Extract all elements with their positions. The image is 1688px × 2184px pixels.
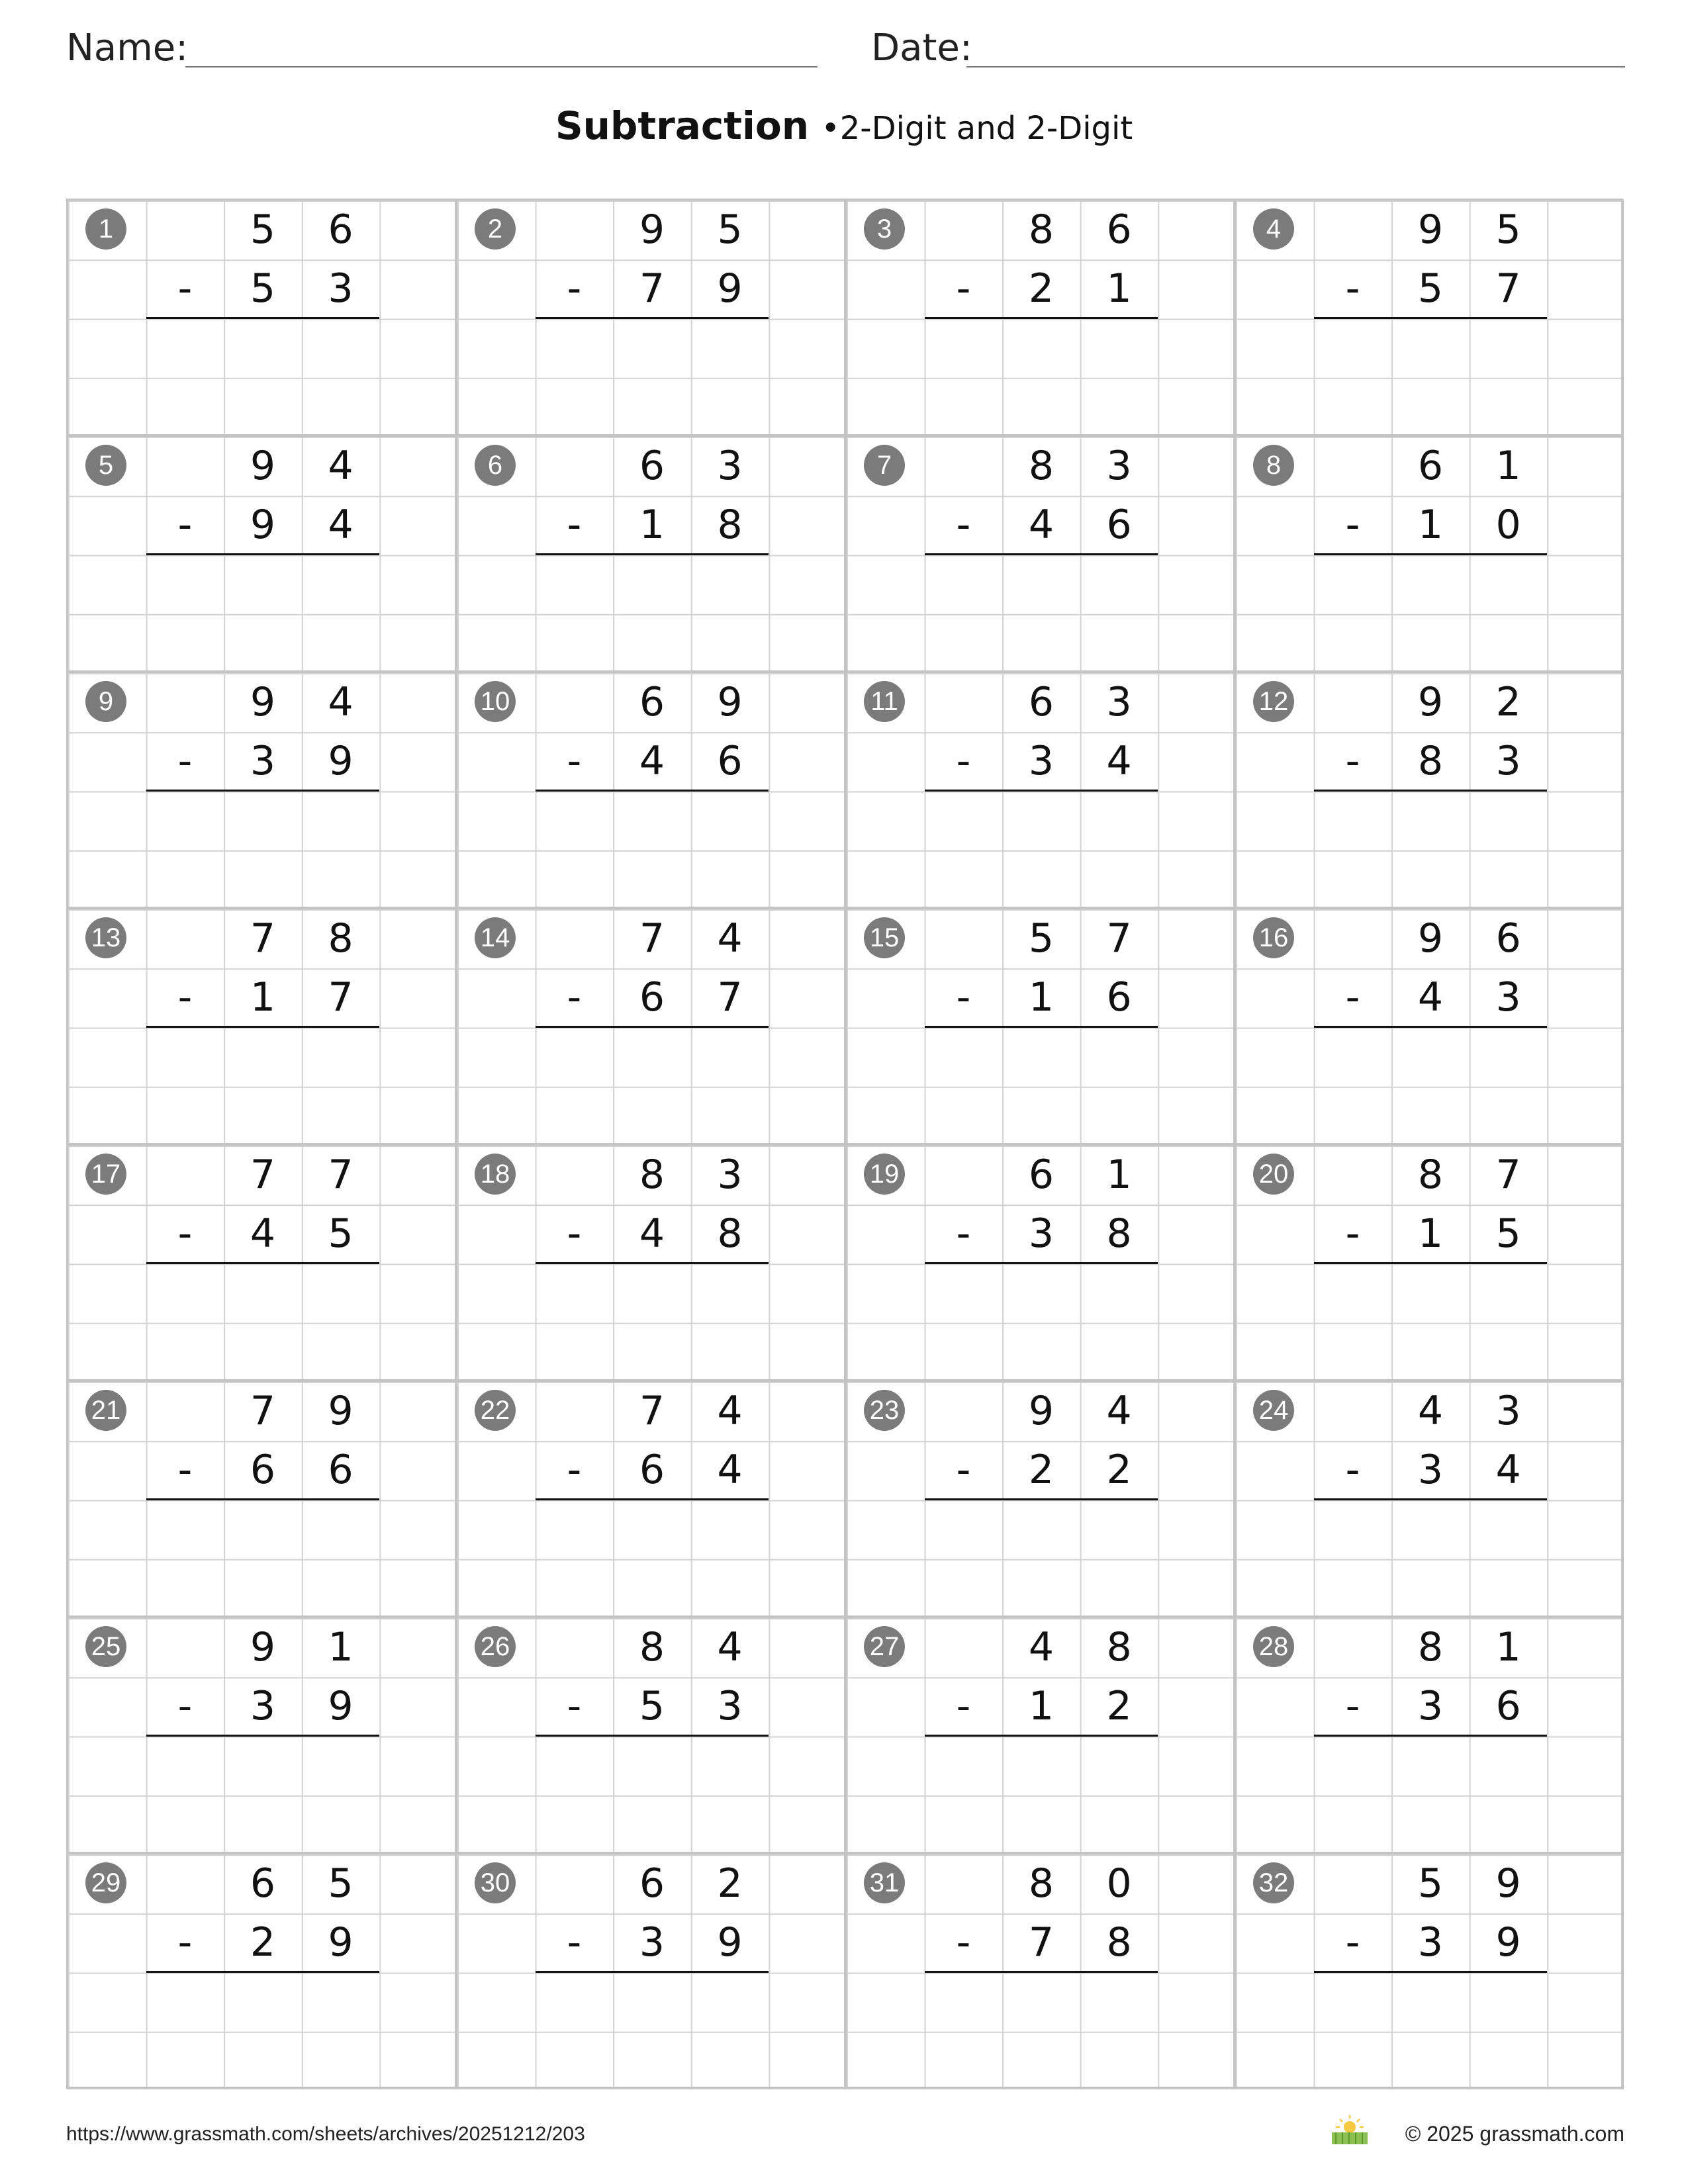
problem-number-badge: 30 xyxy=(475,1862,516,1903)
minus-sign: - xyxy=(567,1210,582,1257)
minus-sign: - xyxy=(1345,502,1360,548)
subtrahend-tens-digit: 9 xyxy=(250,502,276,548)
problem-number-badge: 20 xyxy=(1253,1154,1294,1195)
minuend-tens-digit: 9 xyxy=(1417,206,1444,253)
subtrahend-tens-digit: 5 xyxy=(1417,265,1444,312)
subtrahend-tens-digit: 3 xyxy=(1417,1683,1444,1729)
minus-sign: - xyxy=(177,1210,193,1257)
problem-cell xyxy=(845,1144,1235,1381)
minus-sign: - xyxy=(177,1919,193,1966)
minuend-tens-digit: 5 xyxy=(1417,1860,1444,1907)
minuend-tens-digit: 6 xyxy=(639,1860,665,1907)
answer-area[interactable] xyxy=(925,1737,1158,1850)
subtrahend-ones-digit: 9 xyxy=(1495,1919,1521,1966)
answer-line xyxy=(536,1498,769,1500)
problem-cell xyxy=(1235,435,1624,672)
problem-number-badge: 27 xyxy=(864,1626,905,1667)
minus-sign: - xyxy=(956,1447,971,1493)
minuend-ones-digit: 4 xyxy=(717,915,743,962)
minuend-tens-digit: 6 xyxy=(1417,443,1444,489)
minus-sign: - xyxy=(1345,1683,1360,1729)
problem-number-badge: 18 xyxy=(475,1154,516,1195)
problem-number-badge: 10 xyxy=(475,681,516,722)
footer-url: https://www.grassmath.com/sheets/archives/20251212/203 xyxy=(66,2123,585,2145)
minuend-ones-digit: 8 xyxy=(328,915,353,962)
answer-area[interactable] xyxy=(146,320,380,432)
minus-sign: - xyxy=(177,1447,193,1493)
answer-area[interactable] xyxy=(146,1974,380,2086)
footer-copyright: © 2025 grassmath.com xyxy=(1405,2122,1624,2146)
problem-number-badge: 23 xyxy=(864,1390,905,1431)
answer-area[interactable] xyxy=(1314,556,1548,668)
problem-cell xyxy=(1235,1617,1624,1853)
problem-cell xyxy=(845,672,1235,908)
problem-number-badge: 4 xyxy=(1253,208,1294,250)
subtrahend-tens-digit: 3 xyxy=(250,738,276,784)
answer-area[interactable] xyxy=(925,556,1158,668)
problem-number-badge: 5 xyxy=(85,445,126,486)
answer-line xyxy=(146,553,380,555)
answer-line xyxy=(925,1262,1158,1264)
minus-sign: - xyxy=(567,974,582,1021)
problem-number-badge: 21 xyxy=(85,1390,126,1431)
minus-sign: - xyxy=(567,1683,582,1729)
minuend-ones-digit: 3 xyxy=(717,443,743,489)
subtrahend-ones-digit: 4 xyxy=(1106,738,1132,784)
problem-number-badge: 8 xyxy=(1253,445,1294,486)
minuend-tens-digit: 7 xyxy=(639,915,665,962)
minuend-ones-digit: 6 xyxy=(328,206,353,253)
minuend-tens-digit: 8 xyxy=(1028,1860,1055,1907)
subtrahend-tens-digit: 3 xyxy=(1417,1919,1444,1966)
answer-area[interactable] xyxy=(536,1501,769,1614)
problem-cell xyxy=(67,672,456,908)
subtrahend-ones-digit: 2 xyxy=(1106,1683,1132,1729)
minuend-ones-digit: 4 xyxy=(328,443,353,489)
minuend-ones-digit: 3 xyxy=(1495,1388,1521,1434)
problem-cell xyxy=(67,435,456,672)
problem-cell xyxy=(456,908,845,1144)
answer-line xyxy=(146,1735,380,1737)
problem-cell xyxy=(1235,908,1624,1144)
minuend-tens-digit: 6 xyxy=(639,679,665,725)
subtrahend-tens-digit: 4 xyxy=(1028,502,1055,548)
minus-sign: - xyxy=(1345,1210,1360,1257)
answer-line xyxy=(925,1971,1158,1973)
subtrahend-ones-digit: 9 xyxy=(328,738,353,784)
subtrahend-tens-digit: 3 xyxy=(639,1919,665,1966)
minuend-tens-digit: 4 xyxy=(1417,1388,1444,1434)
minuend-tens-digit: 9 xyxy=(250,679,276,725)
problem-number-badge: 29 xyxy=(85,1862,126,1903)
answer-area[interactable] xyxy=(1314,1028,1548,1141)
answer-area[interactable] xyxy=(146,1028,380,1141)
subtrahend-ones-digit: 2 xyxy=(1106,1447,1132,1493)
answer-line xyxy=(146,1262,380,1264)
problem-cell xyxy=(845,1617,1235,1853)
subtrahend-tens-digit: 6 xyxy=(639,1447,665,1493)
subtrahend-tens-digit: 3 xyxy=(1028,1210,1055,1257)
subtrahend-tens-digit: 1 xyxy=(639,502,665,548)
answer-area[interactable] xyxy=(1314,1737,1548,1850)
minuend-ones-digit: 1 xyxy=(1495,1624,1521,1670)
minuend-ones-digit: 5 xyxy=(328,1860,353,1907)
problem-cell xyxy=(1235,1381,1624,1617)
answer-area[interactable] xyxy=(925,1265,1158,1377)
subtrahend-ones-digit: 4 xyxy=(717,1447,743,1493)
answer-line xyxy=(536,1971,769,1973)
answer-area[interactable] xyxy=(925,792,1158,905)
problem-cell xyxy=(1235,672,1624,908)
subtrahend-tens-digit: 7 xyxy=(1028,1919,1055,1966)
subtrahend-ones-digit: 4 xyxy=(1495,1447,1521,1493)
problem-cell xyxy=(67,1853,456,2089)
subtrahend-ones-digit: 6 xyxy=(1106,502,1132,548)
title-main: Subtraction xyxy=(555,103,810,148)
answer-line xyxy=(146,1971,380,1973)
subtrahend-ones-digit: 6 xyxy=(328,1447,353,1493)
minus-sign: - xyxy=(177,265,193,312)
minuend-tens-digit: 5 xyxy=(250,206,276,253)
minuend-ones-digit: 4 xyxy=(717,1624,743,1670)
subtrahend-ones-digit: 9 xyxy=(717,1919,743,1966)
minuend-tens-digit: 7 xyxy=(250,1152,276,1198)
minuend-ones-digit: 7 xyxy=(1495,1152,1521,1198)
problem-cell xyxy=(456,1381,845,1617)
problem-number-badge: 6 xyxy=(475,445,516,486)
problem-number-badge: 7 xyxy=(864,445,905,486)
subtrahend-ones-digit: 8 xyxy=(1106,1919,1132,1966)
subtrahend-ones-digit: 1 xyxy=(1106,265,1132,312)
subtrahend-tens-digit: 2 xyxy=(1028,265,1055,312)
answer-line xyxy=(536,1735,769,1737)
minus-sign: - xyxy=(1345,738,1360,784)
minus-sign: - xyxy=(177,1683,193,1729)
subtrahend-ones-digit: 5 xyxy=(328,1210,353,1257)
answer-line xyxy=(1314,1026,1548,1028)
minuend-tens-digit: 6 xyxy=(639,443,665,489)
minuend-tens-digit: 6 xyxy=(250,1860,276,1907)
minuend-tens-digit: 6 xyxy=(1028,1152,1055,1198)
answer-area[interactable] xyxy=(925,1501,1158,1614)
subtrahend-tens-digit: 7 xyxy=(639,265,665,312)
problem-number-badge: 11 xyxy=(864,681,905,722)
subtrahend-tens-digit: 5 xyxy=(250,265,276,312)
problem-cell xyxy=(456,435,845,672)
minus-sign: - xyxy=(177,738,193,784)
problem-number-badge: 22 xyxy=(475,1390,516,1431)
problem-number-badge: 16 xyxy=(1253,917,1294,958)
problem-cell xyxy=(67,1144,456,1381)
minus-sign: - xyxy=(567,1447,582,1493)
minuend-tens-digit: 8 xyxy=(1028,206,1055,253)
minuend-ones-digit: 3 xyxy=(717,1152,743,1198)
minuend-tens-digit: 4 xyxy=(1028,1624,1055,1670)
answer-area[interactable] xyxy=(1314,1265,1548,1377)
minus-sign: - xyxy=(1345,974,1360,1021)
answer-line xyxy=(536,553,769,555)
problem-cell xyxy=(1235,199,1624,435)
minuend-ones-digit: 0 xyxy=(1106,1860,1132,1907)
subtrahend-tens-digit: 1 xyxy=(250,974,276,1021)
minuend-tens-digit: 7 xyxy=(250,1388,276,1434)
title-subtitle: •2-Digit and 2-Digit xyxy=(821,110,1133,147)
answer-line xyxy=(925,553,1158,555)
subtrahend-tens-digit: 1 xyxy=(1028,1683,1055,1729)
problem-cell xyxy=(845,1381,1235,1617)
answer-line xyxy=(536,1262,769,1264)
problem-cell xyxy=(845,199,1235,435)
subtrahend-tens-digit: 5 xyxy=(639,1683,665,1729)
minuend-tens-digit: 9 xyxy=(639,206,665,253)
minuend-ones-digit: 2 xyxy=(717,1860,743,1907)
answer-area[interactable] xyxy=(536,1028,769,1141)
answer-line xyxy=(925,1498,1158,1500)
problem-cell xyxy=(1235,1853,1624,2089)
subtrahend-ones-digit: 3 xyxy=(717,1683,743,1729)
problem-number-badge: 17 xyxy=(85,1154,126,1195)
subtrahend-tens-digit: 1 xyxy=(1417,502,1444,548)
answer-area[interactable] xyxy=(1314,1501,1548,1614)
problem-number-badge: 14 xyxy=(475,917,516,958)
answer-area[interactable] xyxy=(146,1501,380,1614)
minuend-tens-digit: 5 xyxy=(1028,915,1055,962)
answer-area[interactable] xyxy=(536,1974,769,2086)
subtrahend-ones-digit: 8 xyxy=(717,1210,743,1257)
problem-cell xyxy=(67,1381,456,1617)
subtrahend-tens-digit: 1 xyxy=(1417,1210,1444,1257)
minuend-ones-digit: 6 xyxy=(1495,915,1521,962)
answer-line xyxy=(1314,1262,1548,1264)
minus-sign: - xyxy=(956,738,971,784)
problem-number-badge: 1 xyxy=(85,208,126,250)
minus-sign: - xyxy=(1345,265,1360,312)
subtrahend-tens-digit: 4 xyxy=(639,1210,665,1257)
minuend-ones-digit: 4 xyxy=(717,1388,743,1434)
answer-line xyxy=(536,1026,769,1028)
answer-line xyxy=(925,1735,1158,1737)
problem-number-badge: 9 xyxy=(85,681,126,722)
answer-area[interactable] xyxy=(536,1737,769,1850)
minuend-ones-digit: 4 xyxy=(328,679,353,725)
answer-area[interactable] xyxy=(1314,320,1548,432)
minuend-ones-digit: 5 xyxy=(1495,206,1521,253)
minuend-ones-digit: 8 xyxy=(1106,1624,1132,1670)
problem-number-badge: 19 xyxy=(864,1154,905,1195)
problem-cell xyxy=(67,908,456,1144)
minuend-tens-digit: 8 xyxy=(1417,1624,1444,1670)
answer-line xyxy=(1314,553,1548,555)
minus-sign: - xyxy=(956,1210,971,1257)
answer-area[interactable] xyxy=(925,320,1158,432)
minuend-tens-digit: 8 xyxy=(1417,1152,1444,1198)
subtrahend-tens-digit: 1 xyxy=(1028,974,1055,1021)
minuend-ones-digit: 3 xyxy=(1106,679,1132,725)
answer-line xyxy=(1314,317,1548,319)
answer-area[interactable] xyxy=(536,792,769,905)
problem-cell xyxy=(845,435,1235,672)
minuend-tens-digit: 8 xyxy=(639,1624,665,1670)
answer-line xyxy=(146,790,380,792)
subtrahend-ones-digit: 7 xyxy=(717,974,743,1021)
answer-area[interactable] xyxy=(1314,1974,1548,2086)
subtrahend-tens-digit: 6 xyxy=(250,1447,276,1493)
answer-line xyxy=(925,317,1158,319)
answer-line xyxy=(1314,1498,1548,1500)
date-label: Date: xyxy=(871,26,972,69)
problem-number-badge: 12 xyxy=(1253,681,1294,722)
subtrahend-ones-digit: 9 xyxy=(328,1683,353,1729)
subtrahend-tens-digit: 4 xyxy=(250,1210,276,1257)
minuend-tens-digit: 8 xyxy=(639,1152,665,1198)
subtrahend-tens-digit: 2 xyxy=(1028,1447,1055,1493)
minuend-ones-digit: 9 xyxy=(1495,1860,1521,1907)
subtrahend-ones-digit: 6 xyxy=(717,738,743,784)
problem-cell xyxy=(456,1617,845,1853)
subtrahend-ones-digit: 6 xyxy=(1495,1683,1521,1729)
minuend-tens-digit: 8 xyxy=(1028,443,1055,489)
problem-number-badge: 32 xyxy=(1253,1862,1294,1903)
answer-line xyxy=(146,1498,380,1500)
answer-line xyxy=(146,317,380,319)
minuend-ones-digit: 1 xyxy=(1106,1152,1132,1198)
answer-line xyxy=(536,317,769,319)
subtrahend-ones-digit: 3 xyxy=(1495,974,1521,1021)
minuend-tens-digit: 9 xyxy=(250,443,276,489)
subtrahend-ones-digit: 8 xyxy=(1106,1210,1132,1257)
answer-area[interactable] xyxy=(925,1974,1158,2086)
minus-sign: - xyxy=(567,265,582,312)
problem-number-badge: 15 xyxy=(864,917,905,958)
problem-number-badge: 24 xyxy=(1253,1390,1294,1431)
subtrahend-tens-digit: 6 xyxy=(639,974,665,1021)
answer-area[interactable] xyxy=(146,1265,380,1377)
date-field[interactable] xyxy=(966,66,1625,68)
subtrahend-tens-digit: 2 xyxy=(250,1919,276,1966)
minus-sign: - xyxy=(956,1683,971,1729)
minuend-ones-digit: 2 xyxy=(1495,679,1521,725)
answer-line xyxy=(1314,1735,1548,1737)
problem-cell xyxy=(456,199,845,435)
problem-number-badge: 2 xyxy=(475,208,516,250)
subtrahend-ones-digit: 8 xyxy=(717,502,743,548)
answer-line xyxy=(146,1026,380,1028)
minuend-tens-digit: 9 xyxy=(1417,915,1444,962)
subtrahend-ones-digit: 4 xyxy=(328,502,353,548)
subtrahend-tens-digit: 3 xyxy=(1028,738,1055,784)
minuend-ones-digit: 3 xyxy=(1106,443,1132,489)
answer-area[interactable] xyxy=(1314,792,1548,905)
minus-sign: - xyxy=(1345,1919,1360,1966)
name-label: Name: xyxy=(66,26,189,69)
minus-sign: - xyxy=(177,502,193,548)
subtrahend-tens-digit: 3 xyxy=(250,1683,276,1729)
minus-sign: - xyxy=(567,502,582,548)
minus-sign: - xyxy=(567,1919,582,1966)
minuend-tens-digit: 6 xyxy=(1028,679,1055,725)
worksheet-title xyxy=(0,103,1688,148)
problem-number-badge: 3 xyxy=(864,208,905,250)
minuend-tens-digit: 9 xyxy=(1028,1388,1055,1434)
minus-sign: - xyxy=(1345,1447,1360,1493)
answer-area[interactable] xyxy=(536,1265,769,1377)
answer-line xyxy=(925,1026,1158,1028)
minus-sign: - xyxy=(956,1919,971,1966)
minus-sign: - xyxy=(177,974,193,1021)
answer-line xyxy=(1314,1971,1548,1973)
minus-sign: - xyxy=(567,738,582,784)
minuend-tens-digit: 9 xyxy=(250,1624,276,1670)
minuend-ones-digit: 9 xyxy=(328,1388,353,1434)
minuend-ones-digit: 1 xyxy=(328,1624,353,1670)
subtrahend-ones-digit: 3 xyxy=(1495,738,1521,784)
problem-cell xyxy=(845,908,1235,1144)
answer-area[interactable] xyxy=(536,556,769,668)
problem-cell xyxy=(67,1617,456,1853)
name-field[interactable] xyxy=(185,66,818,68)
problem-cell xyxy=(1235,1144,1624,1381)
problem-cell xyxy=(456,1144,845,1381)
minuend-tens-digit: 7 xyxy=(250,915,276,962)
subtrahend-ones-digit: 9 xyxy=(328,1919,353,1966)
problem-number-badge: 25 xyxy=(85,1626,126,1667)
subtrahend-tens-digit: 3 xyxy=(1417,1447,1444,1493)
subtrahend-tens-digit: 4 xyxy=(639,738,665,784)
subtrahend-tens-digit: 8 xyxy=(1417,738,1444,784)
problem-cell xyxy=(456,672,845,908)
answer-line xyxy=(925,790,1158,792)
problem-number-badge: 26 xyxy=(475,1626,516,1667)
subtrahend-ones-digit: 7 xyxy=(1495,265,1521,312)
subtrahend-ones-digit: 6 xyxy=(1106,974,1132,1021)
problem-cell xyxy=(67,199,456,435)
subtrahend-ones-digit: 7 xyxy=(328,974,353,1021)
minus-sign: - xyxy=(956,974,971,1021)
subtrahend-tens-digit: 4 xyxy=(1417,974,1444,1021)
subtrahend-ones-digit: 0 xyxy=(1495,502,1521,548)
minus-sign: - xyxy=(956,502,971,548)
minuend-ones-digit: 5 xyxy=(717,206,743,253)
minuend-ones-digit: 7 xyxy=(1106,915,1132,962)
minuend-ones-digit: 9 xyxy=(717,679,743,725)
problem-cell xyxy=(456,1853,845,2089)
problem-grid xyxy=(66,199,1623,2089)
problem-cell xyxy=(845,1853,1235,2089)
minuend-tens-digit: 7 xyxy=(639,1388,665,1434)
answer-area[interactable] xyxy=(146,1737,380,1850)
answer-area[interactable] xyxy=(146,792,380,905)
problem-number-badge: 31 xyxy=(864,1862,905,1903)
minuend-ones-digit: 1 xyxy=(1495,443,1521,489)
minuend-ones-digit: 7 xyxy=(328,1152,353,1198)
grass-sun-logo-icon xyxy=(1327,2113,1373,2146)
minuend-tens-digit: 9 xyxy=(1417,679,1444,725)
minuend-ones-digit: 4 xyxy=(1106,1388,1132,1434)
problem-number-badge: 28 xyxy=(1253,1626,1294,1667)
answer-area[interactable] xyxy=(536,320,769,432)
subtrahend-ones-digit: 5 xyxy=(1495,1210,1521,1257)
answer-line xyxy=(536,790,769,792)
subtrahend-ones-digit: 9 xyxy=(717,265,743,312)
problem-number-badge: 13 xyxy=(85,917,126,958)
answer-area[interactable] xyxy=(146,556,380,668)
minus-sign: - xyxy=(956,265,971,312)
answer-line xyxy=(1314,790,1548,792)
minuend-ones-digit: 6 xyxy=(1106,206,1132,253)
subtrahend-ones-digit: 3 xyxy=(328,265,353,312)
answer-area[interactable] xyxy=(925,1028,1158,1141)
